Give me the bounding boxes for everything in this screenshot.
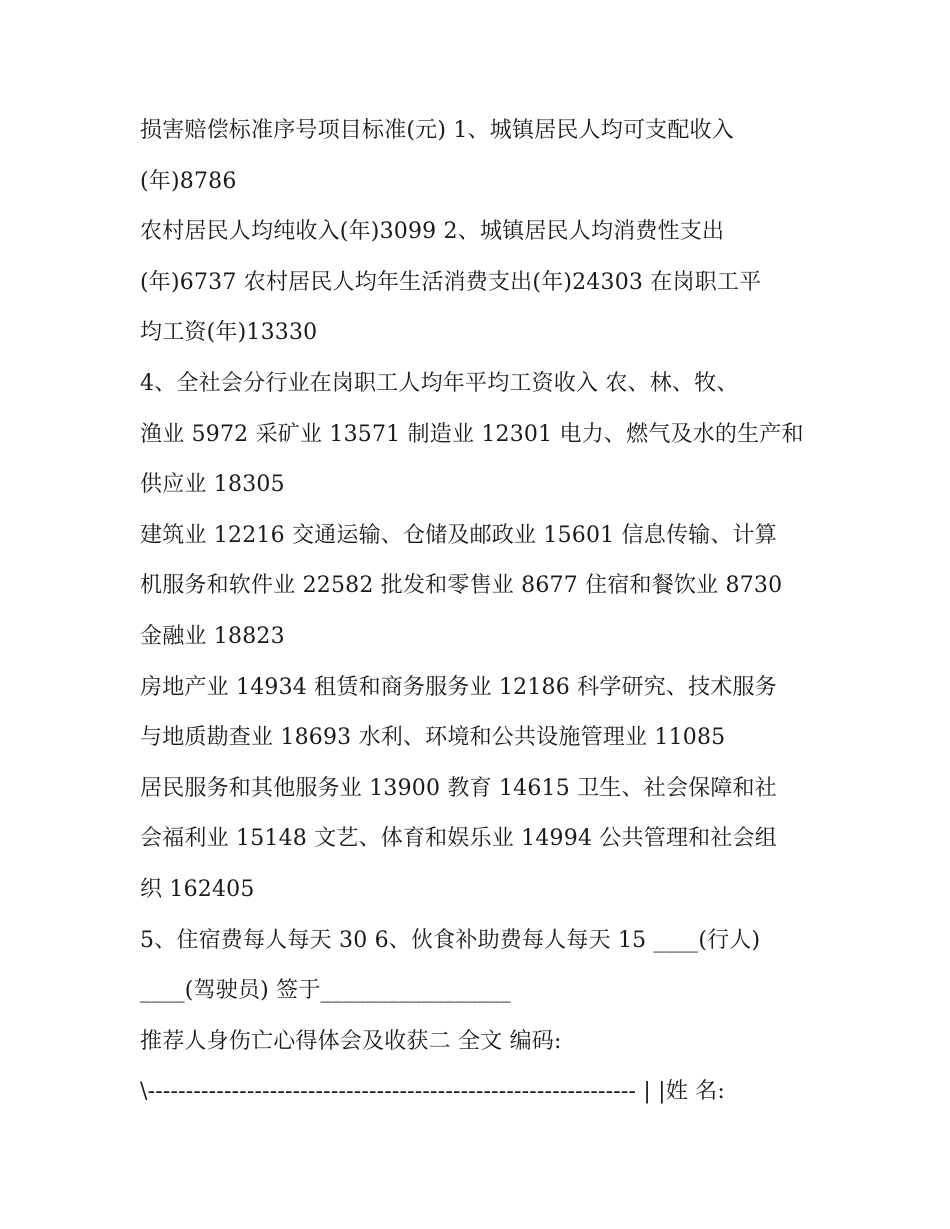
document-body: [140, 106, 805, 1118]
text-line: 房地产业 14934 租赁和商务服务业 12186 科学研究、技术服务: [140, 674, 777, 700]
text-line: 农村居民人均纯收入(年)3099 2、城镇居民人均消费性支出: [140, 219, 725, 245]
text-line: 渔业 5972 采矿业 13571 制造业 12301 电力、燃气及水的生产和: [140, 421, 804, 447]
text-line: 4、全社会分行业在岗职工人均年平均工资收入 农、林、牧、: [140, 370, 739, 396]
text-line: \---------------------------------------------------------------- | |姓 名:: [140, 1079, 725, 1105]
text-line: 损害赔偿标准序号项目标准(元) 1、城镇居民人均可支配收入: [140, 118, 734, 143]
text-line: 推荐人身伤亡心得体会及收获二 全文 编码:: [140, 1028, 562, 1054]
text-line: 5、住宿费每人每天 30 6、伙食补助费每人每天 15 ____(行人): [140, 927, 761, 953]
text-line: 织 162405: [140, 876, 255, 902]
text-line: 建筑业 12216 交通运输、仓储及邮政业 15601 信息传输、计算: [140, 522, 777, 548]
text-line: (年)8786: [140, 168, 237, 194]
text-line: ____(驾驶员) 签于_________________: [140, 978, 511, 1004]
text-line: 金融业 18823: [140, 623, 285, 649]
text-line: (年)6737 农村居民人均年生活消费支出(年)24303 在岗职工平: [140, 269, 762, 295]
text-line: 机服务和软件业 22582 批发和零售业 8677 住宿和餐饮业 8730: [140, 573, 783, 599]
text-line: 供应业 18305: [140, 472, 285, 498]
text-line: 会福利业 15148 文艺、体育和娱乐业 14994 公共管理和社会组: [140, 826, 777, 852]
text-line: 居民服务和其他服务业 13900 教育 14615 卫生、社会保障和社: [140, 775, 777, 801]
text-line: 与地质勘查业 18693 水利、环境和公共设施管理业 11085: [140, 725, 726, 751]
text-line: 均工资(年)13330: [140, 320, 318, 346]
